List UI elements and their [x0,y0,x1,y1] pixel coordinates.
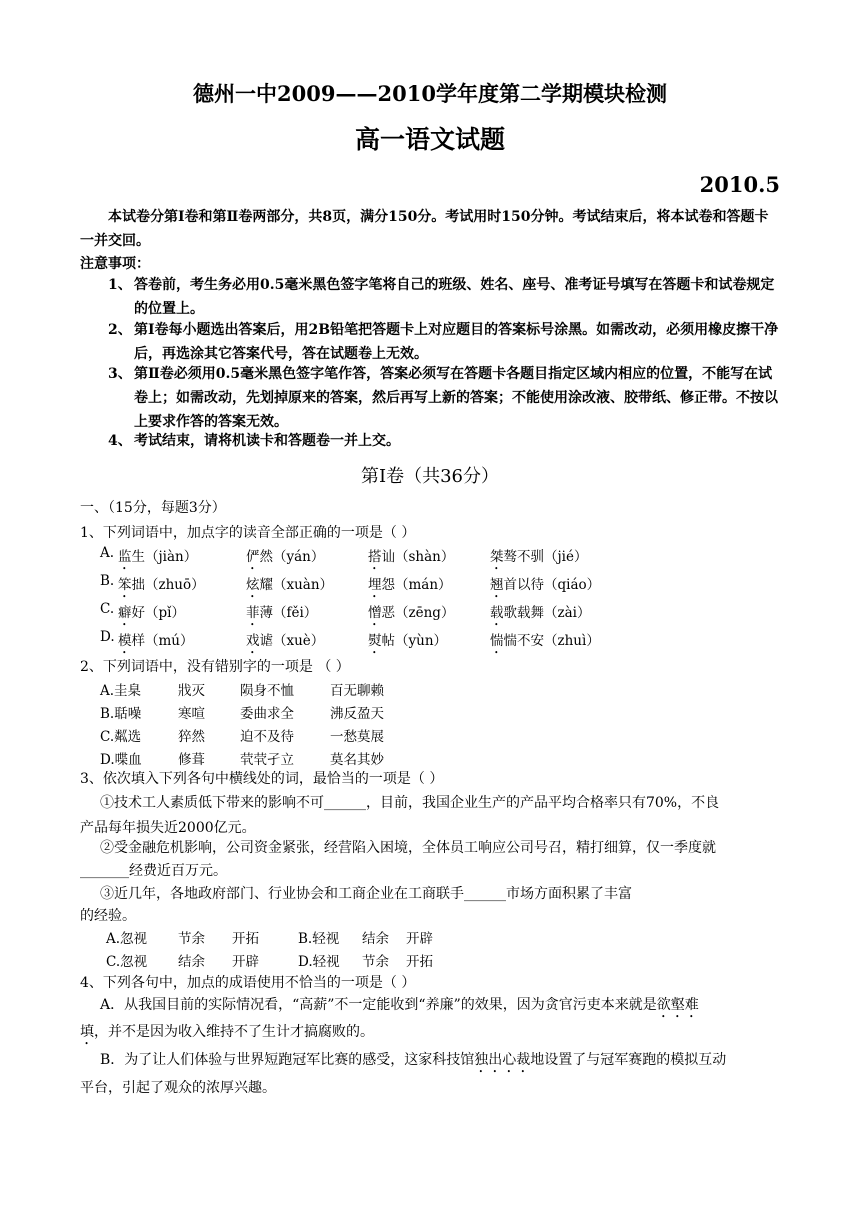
q2-option-c-word: 一愁莫展 [330,729,384,745]
q4-option-a-cont: 填，并不是因为收入维持不了生计才搞腐败的。 [80,1024,374,1040]
q1-option-b-word: 炫耀（xuàn） [246,577,334,593]
q3-sentence-2: ②受金融危机影响，公司资金紧张，经营陷入困境，全体员工响应公司号召，精打细算，仅一季度就 [100,840,716,856]
notice-item [108,362,784,434]
notice-item [108,429,784,453]
exam-date: 2010.5 [699,172,780,197]
q2-option-d-word: 莫名其妙 [330,752,384,768]
q2-option-d-word: 修葺 [178,752,205,768]
q1-option-a-word: 桀骜不驯（jié） [490,549,588,565]
q1-option-c-word: 憎恶（zēng） [368,605,455,621]
q2-option-c-word: 迫不及待 [240,729,294,745]
q3-option-d: D.轻视 [298,954,340,970]
notice-num: 2、 [108,322,132,338]
q2-option-b-word: 沸反盈天 [330,706,384,722]
notice-text: 第Ⅰ卷每小题选出答案后，用2B铅笔把答题卡上对应题目的答案标号涂黑。如需改动，必须用橡皮擦干净后，再选涂其它答案代号，答在试题卷上无效。 [134,322,779,362]
q3-option-a: A.忽视 [106,931,148,947]
notice-text: 考试结束，请将机读卡和答题卷一并上交。 [134,433,400,449]
q3-option-b-word: 开辟 [406,931,433,947]
notice-item [108,273,784,321]
q3-sentence-2-cont: _______经费近百万元。 [80,863,227,879]
notice-item [108,318,784,366]
exam-intro: 本试卷分第Ⅰ卷和第Ⅱ卷两部分，共8页，满分150分。考试用时150分钟。考试结束后，将本试卷和答题卡一并交回。 [80,209,769,249]
q2-option-a-word: 陨身不恤 [240,683,294,699]
q3-option-c-word: 开辟 [232,954,259,970]
q2-option-a-word: 戕灭 [178,683,205,699]
q3-option-d-word: 开拓 [406,954,433,970]
q1-option-a-word: 搭讪（shàn） [368,549,455,565]
q1-option-c-word: 菲薄（fěi） [246,605,318,621]
exam-subject-title: 高一语文试题 [354,125,505,154]
notice-text: 答卷前，考生务必用0.5毫米黑色签字笔将自己的班级、姓名、座号、准考证号填写在答题卡和试卷规定的位置上。 [134,277,775,317]
notice-num: 4、 [108,433,132,449]
question-3-stem: 3、依次填入下列各句中横线处的词，最恰当的一项是（ ） [80,771,444,787]
q1-option-a-label: A. [100,545,115,561]
question-1-stem: 1、下列词语中，加点字的读音全部正确的一项是（ ） [80,525,416,541]
exam-header-title: 德州一中2009——2010学年度第二学期模块检测 [193,81,667,106]
q2-option-a: A.圭臬 [100,683,142,699]
q2-option-b-word: 委曲求全 [240,706,294,722]
q3-option-a-word: 节余 [178,931,205,947]
q1-option-d-word: 惴惴不安（zhuì） [490,633,600,649]
q2-option-c: C.粼选 [100,729,142,745]
question-4-stem: 4、下列各句中，加点的成语使用不恰当的一项是（ ） [80,975,416,991]
q3-option-c-word: 结余 [178,954,205,970]
q1-option-c-label: C. [100,601,115,617]
q1-option-b-word: 埋怨（mán） [368,577,452,593]
question-2-stem: 2、下列词语中，没有错别字的一项是 （ ） [80,659,350,675]
q1-option-c-word: 癖好（pǐ） [118,605,185,621]
notice-heading: 注意事项： [80,256,150,272]
section-title: 第Ⅰ卷（共36分） [360,466,499,487]
q2-option-b: B.聒噪 [100,706,142,722]
q1-option-a-word: 俨然（yán） [246,549,325,565]
q3-sentence-1-cont: 产品每年损失近2000亿元。 [80,820,256,836]
q1-option-b-word: 笨拙（zhuō） [118,577,205,593]
q3-sentence-3-cont: 的经验。 [80,908,136,924]
q3-sentence-1: ①技术工人素质低下带来的影响不可______，目前，我国企业生产的产品平均合格率只有70%，不良 [100,795,720,811]
q4-option-b-cont: 平台，引起了观众的浓厚兴趣。 [80,1080,276,1096]
q3-option-a-word: 开拓 [232,931,259,947]
q2-option-c-word: 猝然 [178,729,205,745]
q1-option-c-word: 载歌载舞（zài） [490,605,591,621]
q1-option-a-word: 监生（jiàn） [118,549,198,565]
q4-option-b: B．为了让人们体验与世界短跑冠军比赛的感受，这家科技馆独出心裁地设置了与冠军赛跑的模拟互动 [100,1052,727,1068]
q1-option-d-label: D. [100,629,115,645]
q1-option-b-word: 翘首以待（qiáo） [490,577,601,593]
part-one-heading: 一、（15分，每题3分） [80,500,226,516]
q1-option-d-word: 模样（mú） [118,633,194,649]
notice-num: 3、 [108,366,132,382]
q2-option-d-word: 茕茕孑立 [240,752,294,768]
q3-option-c: C.忽视 [106,954,148,970]
q2-option-a-word: 百无聊赖 [330,683,384,699]
q2-option-d: D.喋血 [100,752,142,768]
q3-option-d-word: 节余 [362,954,389,970]
q1-option-b-label: B. [100,573,115,589]
q2-option-b-word: 寒喧 [178,706,205,722]
q1-option-d-word: 戏谑（xuè） [246,633,325,649]
q1-option-d-word: 熨帖（yùn） [368,633,448,649]
notice-text: 第Ⅱ卷必须用0.5毫米黑色签字笔作答，答案必须写在答题卡各题目指定区域内相应的位置，不能写在试卷上；如需改动，先划掉原来的答案，然后再写上新的答案；不能使用涂改液、胶带纸、修正带。不按以上要求作答的答案无效。 [134,366,778,430]
notice-num: 1、 [108,277,132,293]
q4-option-a: A．从我国目前的实际情况看，“高薪”不一定能收到“养廉”的效果，因为贪官污吏本来就是欲壑难 [100,997,699,1013]
q3-option-b: B.轻视 [298,931,340,947]
q3-sentence-3: ③近几年，各地政府部门、行业协会和工商企业在工商联手______市场方面积累了丰富 [100,886,632,902]
q3-option-b-word: 结余 [362,931,389,947]
